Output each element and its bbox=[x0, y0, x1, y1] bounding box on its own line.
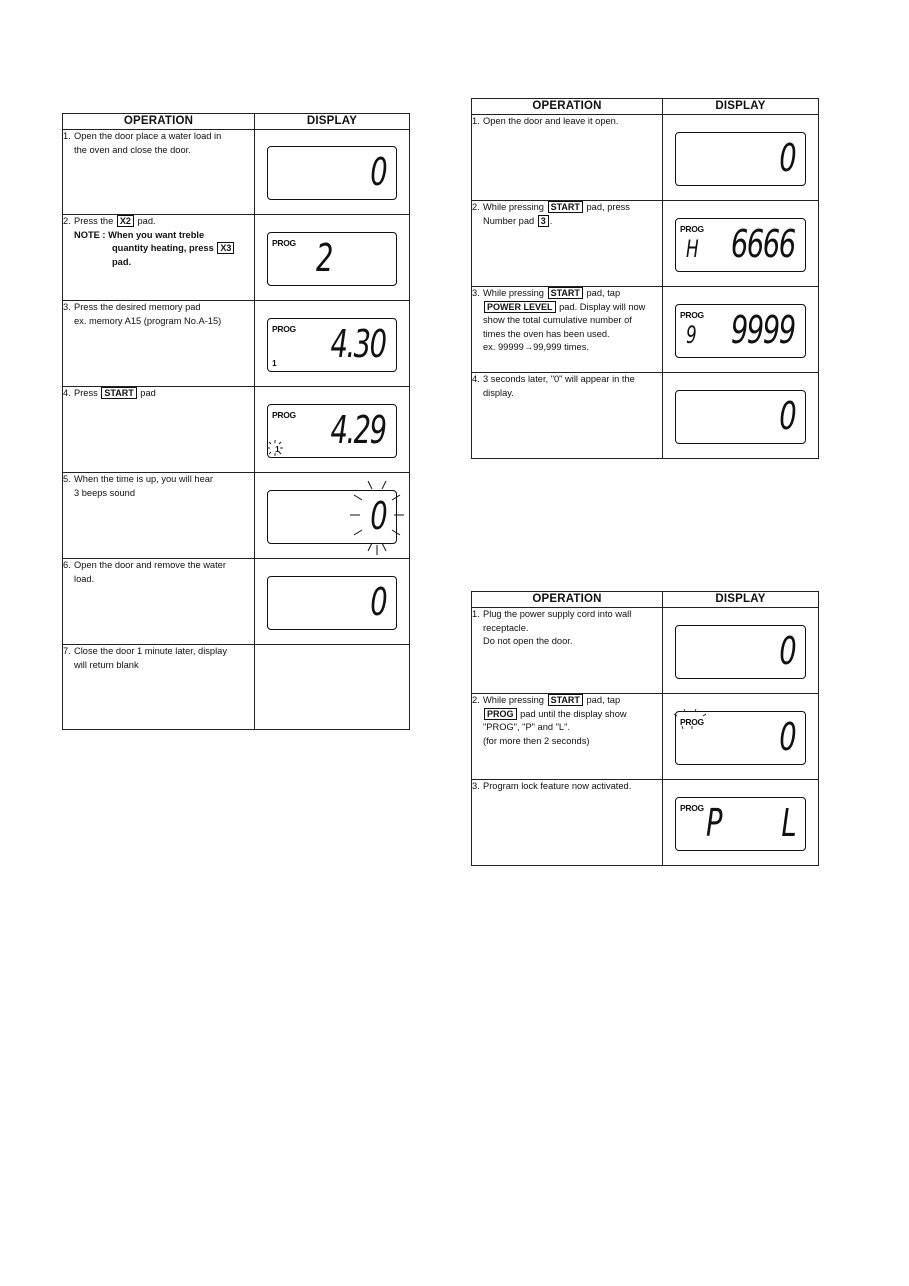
lcd-display bbox=[267, 318, 397, 372]
start-pad-label: START bbox=[548, 287, 583, 299]
display-cell bbox=[255, 130, 410, 215]
display-cell bbox=[663, 201, 819, 287]
table-row bbox=[472, 780, 819, 866]
operation-step-2: 2. While pressing START pad, press Number pad 3 . bbox=[472, 201, 663, 287]
operation-header: OPERATION bbox=[472, 99, 663, 115]
lcd-digits: 0 bbox=[779, 628, 795, 673]
x2-pad-label: X2 bbox=[117, 215, 134, 227]
lcd-digits: 2 bbox=[316, 235, 334, 280]
operation-table-1 bbox=[62, 113, 410, 730]
lcd-left-char: P bbox=[706, 800, 723, 845]
display-cell bbox=[663, 115, 819, 201]
display-cell bbox=[663, 694, 819, 780]
lcd-digits: 6666 bbox=[731, 221, 795, 266]
operation-step-1: 1. Open the door and leave it open. bbox=[472, 115, 663, 201]
prog-pad-label: PROG bbox=[484, 708, 517, 720]
operation-step-1: 1. Plug the power supply cord into wall receptacle. Do not open the door. bbox=[472, 608, 663, 694]
display-header: DISPLAY bbox=[663, 592, 819, 608]
lcd-digits: L bbox=[781, 800, 795, 845]
lcd-display bbox=[267, 490, 397, 544]
operation-header: OPERATION bbox=[63, 114, 255, 130]
operation-step-7: 7. Close the door 1 minute later, display will return blank bbox=[63, 645, 255, 730]
lcd-display bbox=[267, 576, 397, 630]
operation-header: OPERATION bbox=[472, 592, 663, 608]
lcd-display bbox=[675, 390, 806, 444]
lcd-digits: 0 bbox=[779, 714, 795, 759]
table-row bbox=[472, 694, 819, 780]
table-row bbox=[472, 608, 819, 694]
display-cell bbox=[255, 215, 410, 301]
number-3-pad-label: 3 bbox=[538, 215, 549, 227]
lcd-digits: 0 bbox=[779, 393, 795, 438]
display-cell bbox=[663, 780, 819, 866]
note-text: NOTE : When you want treble quantity heating, press X3 pad. bbox=[63, 229, 254, 270]
operation-step-4: 4. 3 seconds later, "0" will appear in the display. bbox=[472, 373, 663, 459]
operation-step-6: 6. Open the door and remove the water load. bbox=[63, 559, 255, 645]
operation-step-5: 5. When the time is up, you will hear 3 beeps sound bbox=[63, 473, 255, 559]
display-cell bbox=[663, 373, 819, 459]
lcd-digits: 0 bbox=[779, 135, 795, 180]
start-pad-label: START bbox=[548, 694, 583, 706]
operation-step-3: 3. While pressing START pad, tap POWER LEVEL pad. Display will now show the total cumulative number of times the oven has been used. ex. 99999→99,999 times. bbox=[472, 287, 663, 373]
operation-step-4: 4. Press START pad bbox=[63, 387, 255, 473]
table-row bbox=[63, 215, 410, 301]
prog-indicator: PROG bbox=[680, 309, 704, 320]
blink-rays-icon bbox=[346, 475, 408, 557]
operation-step-2: 2. Press the X2 pad. NOTE : When you want treble quantity heating, press X3 pad. bbox=[63, 215, 255, 301]
stage-indicator: 1 bbox=[272, 357, 277, 368]
table-row bbox=[472, 201, 819, 287]
blink-rays-icon bbox=[266, 439, 284, 457]
lcd-small-char: 9 bbox=[686, 320, 697, 349]
table-row bbox=[63, 645, 410, 730]
start-pad-label: START bbox=[548, 201, 583, 213]
power-level-pad-label: POWER LEVEL bbox=[484, 301, 556, 313]
lcd-display bbox=[267, 404, 397, 458]
lcd-display bbox=[267, 146, 397, 200]
operation-step-2: 2. While pressing START pad, tap PROG pad until the display show "PROG", "P" and "L". (for more then 2 seconds) bbox=[472, 694, 663, 780]
lcd-display bbox=[675, 625, 806, 679]
prog-indicator: PROG bbox=[272, 237, 296, 248]
display-cell bbox=[255, 559, 410, 645]
table-row bbox=[63, 559, 410, 645]
prog-indicator: PROG bbox=[680, 716, 704, 727]
lcd-display bbox=[675, 218, 806, 272]
operation-step-3: 3. Program lock feature now activated. bbox=[472, 780, 663, 866]
display-cell bbox=[663, 608, 819, 694]
lcd-display bbox=[675, 711, 806, 765]
table-row bbox=[472, 115, 819, 201]
display-cell bbox=[255, 301, 410, 387]
start-pad-label: START bbox=[101, 387, 136, 399]
lcd-small-char: H bbox=[686, 234, 699, 263]
display-header: DISPLAY bbox=[663, 99, 819, 115]
operation-table-2 bbox=[471, 98, 819, 459]
x3-pad-label: X3 bbox=[217, 242, 234, 254]
display-cell-blank bbox=[255, 645, 410, 730]
display-cell bbox=[255, 387, 410, 473]
lcd-digits: 0 bbox=[370, 493, 386, 538]
display-cell bbox=[663, 287, 819, 373]
table-row bbox=[63, 473, 410, 559]
table-row bbox=[63, 301, 410, 387]
table-row bbox=[472, 373, 819, 459]
prog-indicator: PROG bbox=[272, 323, 296, 334]
display-cell bbox=[255, 473, 410, 559]
lcd-display bbox=[675, 797, 806, 851]
operation-table-3 bbox=[471, 591, 819, 866]
lcd-display bbox=[267, 232, 397, 286]
operation-step-3: 3. Press the desired memory pad ex. memory A15 (program No.A-15) bbox=[63, 301, 255, 387]
lcd-display bbox=[675, 304, 806, 358]
stage-indicator: 1 bbox=[275, 443, 280, 454]
lcd-digits: 0 bbox=[370, 150, 386, 194]
lcd-digits: 9999 bbox=[731, 307, 795, 352]
prog-indicator: PROG bbox=[680, 802, 704, 813]
lcd-digits: 0 bbox=[370, 579, 386, 624]
blink-rays-icon bbox=[672, 708, 708, 730]
display-header: DISPLAY bbox=[255, 114, 410, 130]
table-row bbox=[63, 387, 410, 473]
table-row bbox=[63, 130, 410, 215]
prog-indicator: PROG bbox=[680, 223, 704, 234]
lcd-digits: 4.29 bbox=[330, 407, 386, 452]
lcd-display bbox=[675, 132, 806, 186]
prog-indicator: PROG bbox=[272, 409, 296, 420]
operation-step-1: 1. Open the door place a water load in the oven and close the door. bbox=[63, 130, 255, 215]
lcd-digits: 4.30 bbox=[330, 321, 386, 366]
table-row bbox=[472, 287, 819, 373]
